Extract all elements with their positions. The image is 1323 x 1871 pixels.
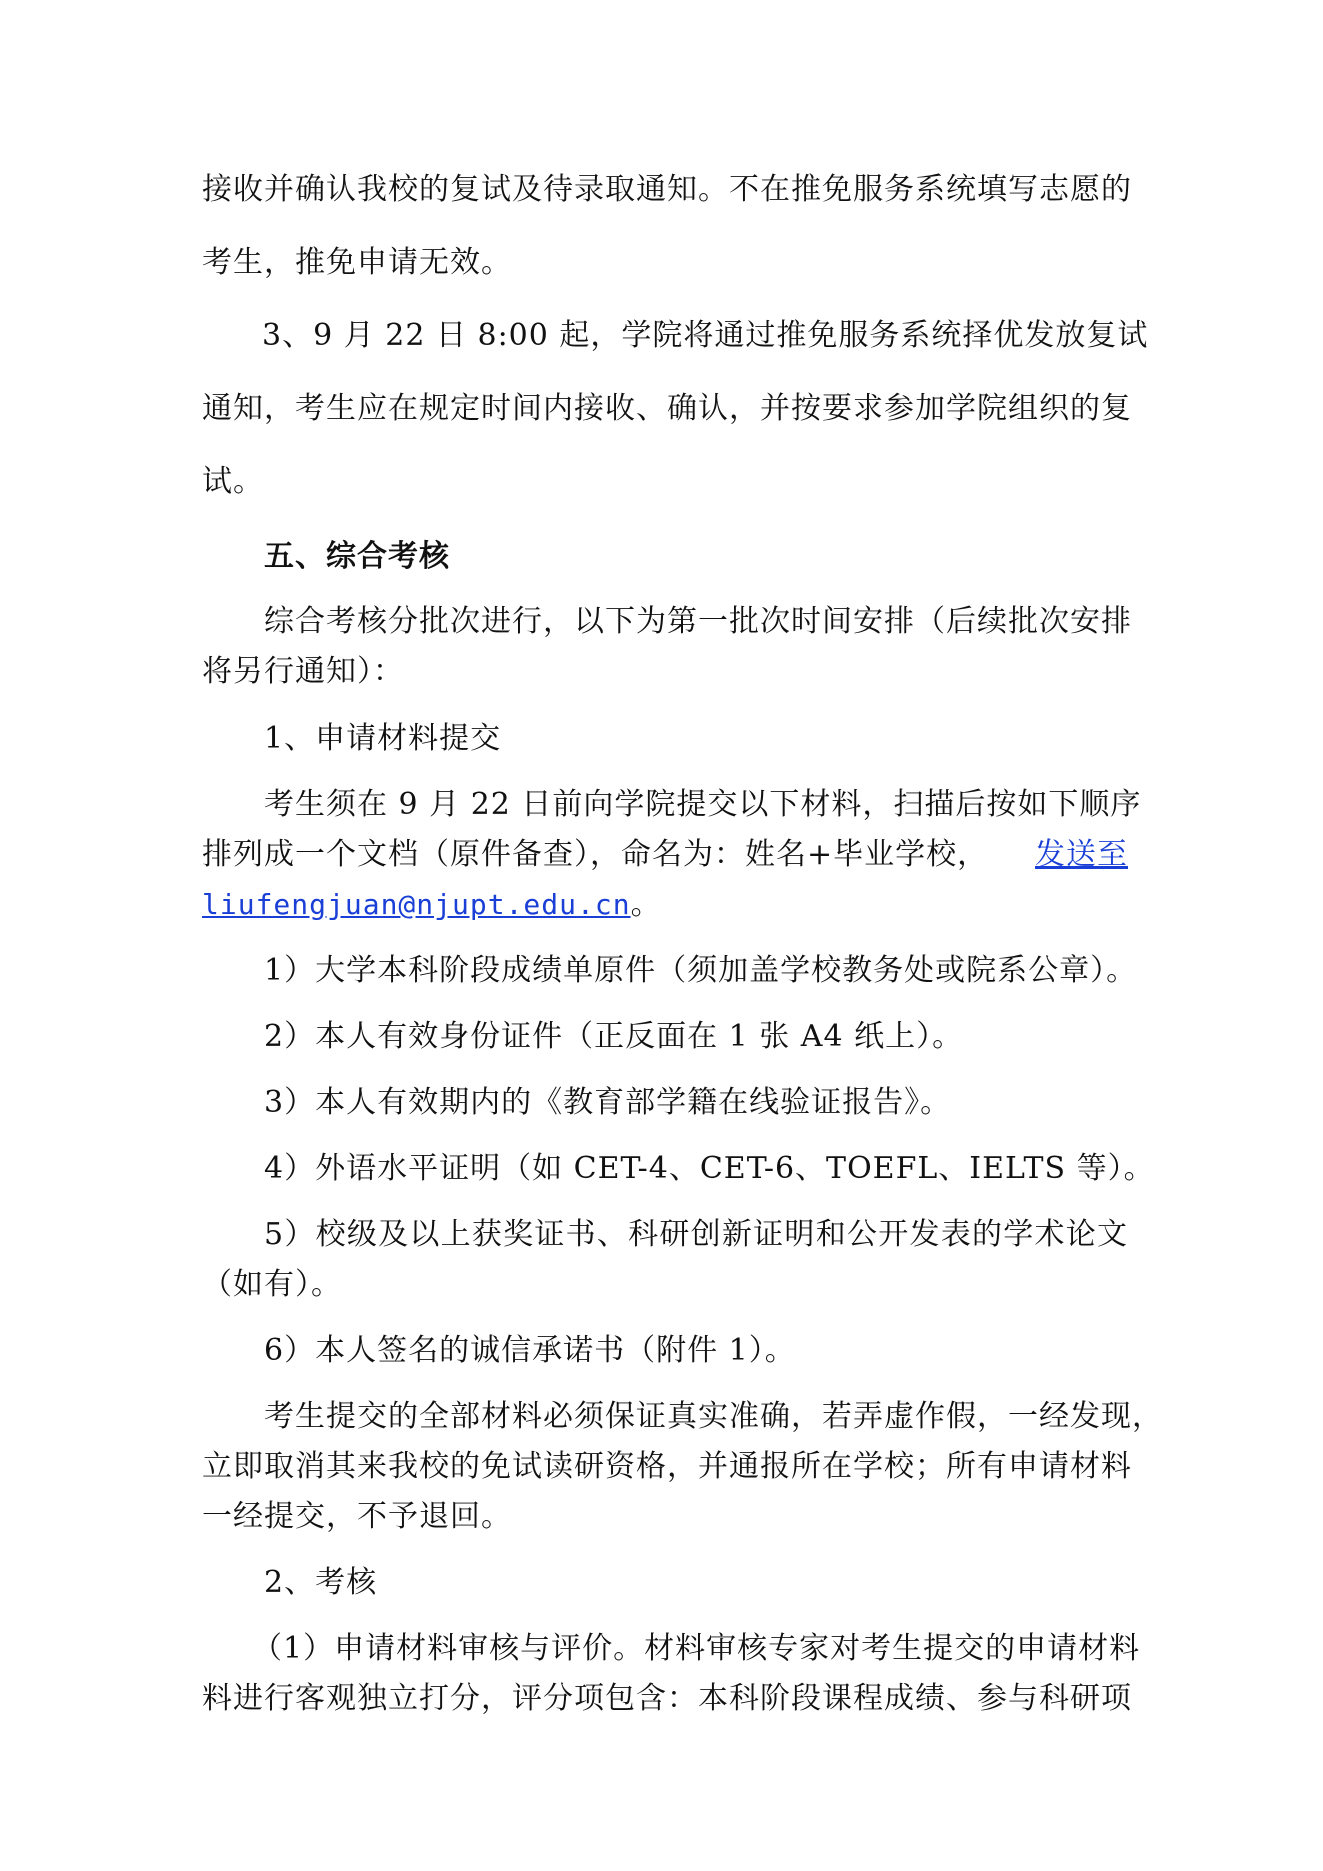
list-item: 1）大学本科阶段成绩单原件（须加盖学校教务处或院系公章）。 (264, 953, 1138, 988)
email-link-prefix[interactable]: 发送至 (1035, 837, 1128, 872)
paragraph-line: 料进行客观独立打分，评分项包含：本科阶段课程成绩、参与科研项 (202, 1681, 1132, 1716)
list-item: 2）本人有效身份证件（正反面在 1 张 A4 纸上）。 (264, 1019, 964, 1054)
subsection-heading: 2、考核 (264, 1565, 378, 1600)
paragraph-line: 将另行通知）： (202, 654, 404, 689)
paragraph-line (202, 835, 1128, 875)
paragraph-text: 排列成一个文档（原件备查），命名为：姓名+毕业学校， (202, 837, 989, 872)
paragraph-line: 通知，考生应在规定时间内接收、确认，并按要求参加学院组织的复 (202, 391, 1132, 426)
paragraph-text: 。 (630, 887, 662, 922)
list-item: 5）校级及以上获奖证书、科研创新证明和公开发表的学术论文 (264, 1217, 1128, 1252)
subsection-heading: 1、申请材料提交 (264, 721, 502, 756)
paragraph-line: 试。 (202, 464, 264, 499)
paragraph-line: 考生须在 9 月 22 日前向学院提交以下材料，扫描后按如下顺序 (264, 787, 1142, 822)
section-heading: 五、综合考核 (264, 539, 450, 574)
paragraph-line: 考生提交的全部材料必须保证真实准确，若弄虚作假，一经发现， (264, 1399, 1163, 1434)
paragraph-line: 立即取消其来我校的免试读研资格，并通报所在学校；所有申请材料 (202, 1449, 1132, 1484)
paragraph-line: 综合考核分批次进行，以下为第一批次时间安排（后续批次安排 (264, 604, 1132, 639)
paragraph-line: 考生，推免申请无效。 (202, 245, 512, 280)
list-item: 4）外语水平证明（如 CET-4、CET-6、TOEFL、IELTS 等）。 (264, 1151, 1155, 1186)
paragraph-line (202, 885, 662, 925)
paragraph-line: 3、9 月 22 日 8:00 起，学院将通过推免服务系统择优发放复试 (262, 318, 1149, 353)
paragraph-line: 接收并确认我校的复试及待录取通知。不在推免服务系统填写志愿的 (202, 172, 1132, 207)
paragraph-line: 一经提交，不予退回。 (202, 1499, 512, 1534)
list-item: 6）本人签名的诚信承诺书（附件 1）。 (264, 1333, 796, 1368)
paragraph-line: （1）申请材料审核与评价。材料审核专家对考生提交的申请材料 (252, 1631, 1141, 1666)
email-link[interactable]: liufengjuan@njupt.edu.cn (202, 888, 631, 921)
list-item-continued: （如有）。 (202, 1267, 342, 1302)
list-item: 3）本人有效期内的《教育部学籍在线验证报告》。 (264, 1085, 952, 1120)
